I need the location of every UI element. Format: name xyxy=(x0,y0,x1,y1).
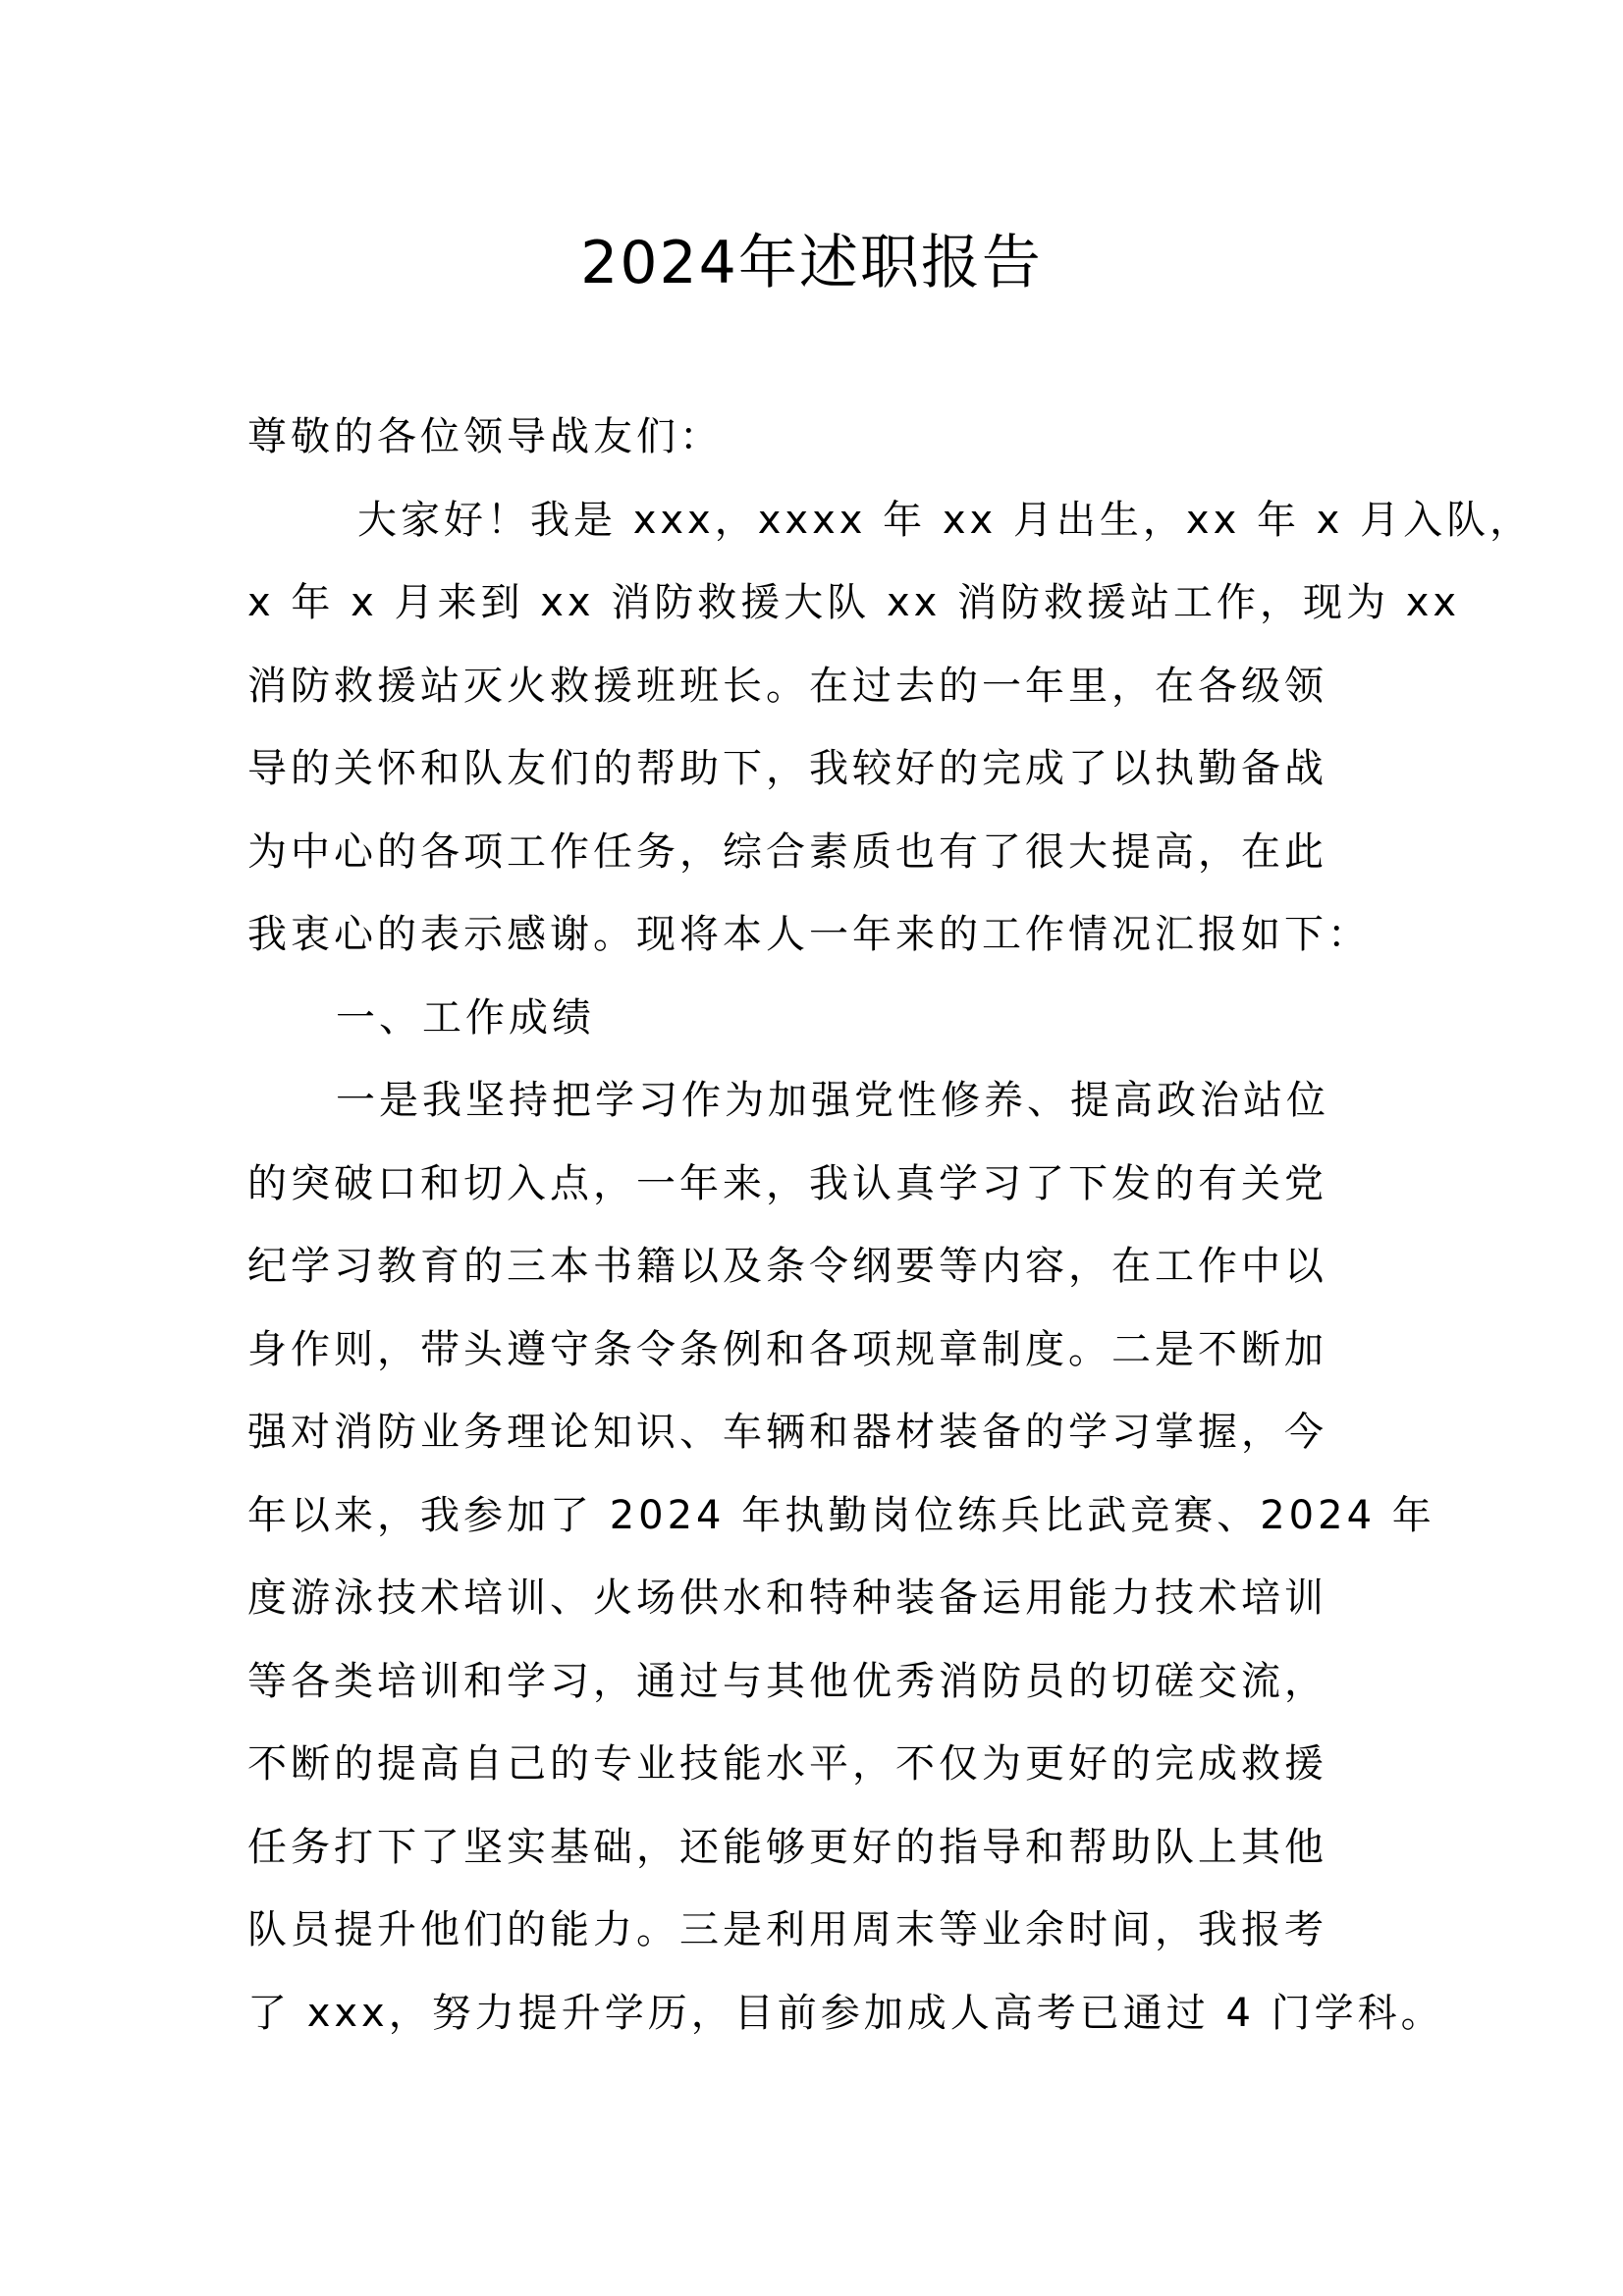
paragraph-line: 纪学习教育的三本书籍以及条令纲要等内容，在工作中以 xyxy=(247,1244,1327,1289)
paragraph-line: 一是我坚持把学习作为加强党性修养、提高政治站位 xyxy=(336,1078,1329,1123)
salutation: 尊敬的各位领导战友们： xyxy=(247,414,723,459)
paragraph-line: 任务打下了坚实基础，还能够更好的指导和帮助队上其他 xyxy=(247,1824,1327,1870)
paragraph-line: 消防救援站灭火救援班班长。在过去的一年里，在各级领 xyxy=(247,663,1327,709)
section-heading: 一、工作成绩 xyxy=(336,994,595,1041)
paragraph-line: 身作则，带头遵守条令条例和各项规章制度。二是不断加 xyxy=(247,1326,1327,1372)
paragraph-line: 等各类培训和学习，通过与其他优秀消防员的切磋交流， xyxy=(247,1658,1327,1704)
paragraph-line: 年以来，我参加了 2024 年执勤岗位练兵比武竞赛、2024 年 xyxy=(247,1492,1435,1538)
paragraph-line: 强对消防业务理论知识、车辆和器材装备的学习掌握，今 xyxy=(247,1410,1327,1455)
document-body xyxy=(247,396,1534,2055)
paragraph-line: 不断的提高自己的专业技能水平，不仅为更好的完成救援 xyxy=(247,1741,1327,1787)
paragraph-line: 了 xxx，努力提升学历，目前参加成人高考已通过 4 门学科。 xyxy=(247,1990,1444,2036)
paragraph-line: 的突破口和切入点，一年来，我认真学习了下发的有关党 xyxy=(247,1160,1327,1206)
paragraph-line: 我衷心的表示感谢。现将本人一年来的工作情况汇报如下： xyxy=(247,912,1371,957)
paragraph-line: x 年 x 月来到 xx 消防救援大队 xx 消防救援站工作，现为 xx xyxy=(247,580,1461,625)
document-title: 2024年述职报告 xyxy=(580,229,1043,297)
paragraph-line: 队员提升他们的能力。三是利用周末等业余时间，我报考 xyxy=(247,1907,1327,1952)
paragraph-line: 度游泳技术培训、火场供水和特种装备运用能力技术培训 xyxy=(247,1575,1327,1621)
paragraph-line: 大家好！我是 xxx，xxxx 年 xx 月出生，xx 年 x 月入队， xyxy=(357,497,1534,543)
paragraph-line: 导的关怀和队友们的帮助下，我较好的完成了以执勤备战 xyxy=(247,746,1327,791)
paragraph-line: 为中心的各项工作任务，综合素质也有了很大提高，在此 xyxy=(247,828,1327,875)
